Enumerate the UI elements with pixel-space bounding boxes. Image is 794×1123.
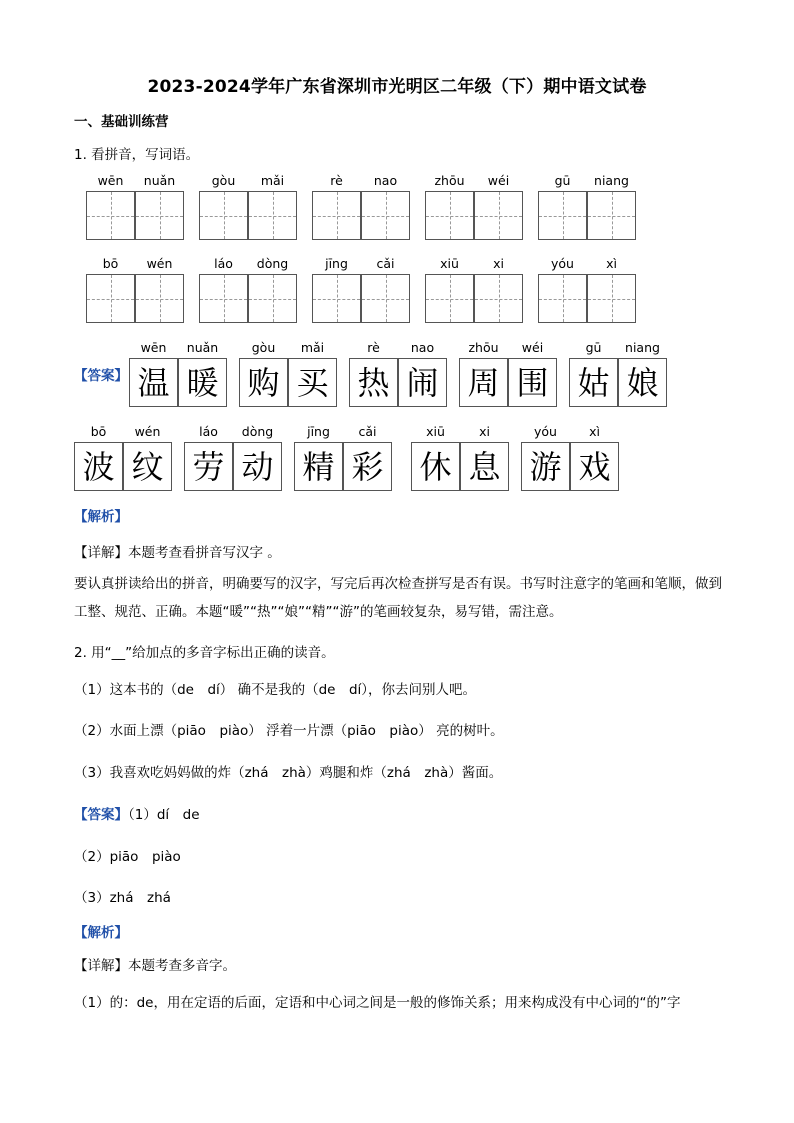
pinyin-label: xì — [589, 424, 600, 439]
writing-box[interactable] — [425, 274, 474, 323]
pinyin-label: wēn — [140, 340, 167, 355]
pinyin-label: gòu — [251, 340, 276, 355]
writing-box[interactable] — [474, 274, 523, 323]
answer-character: 购 — [239, 358, 288, 407]
writing-box[interactable] — [361, 274, 410, 323]
pinyin-label: láo — [214, 256, 233, 271]
writing-box[interactable] — [312, 191, 361, 240]
pinyin-label: dòng — [241, 424, 274, 439]
writing-box[interactable] — [135, 191, 184, 240]
question-1: 1. 看拼音，写词语。 — [74, 147, 200, 163]
pinyin-label: wén — [134, 424, 161, 439]
answer-2-row — [74, 803, 200, 823]
pinyin-label: wéi — [521, 340, 544, 355]
answer-character: 温 — [129, 358, 178, 407]
answer-character: 娘 — [618, 358, 667, 407]
pinyin-label: láo — [199, 424, 218, 439]
writing-box[interactable] — [587, 274, 636, 323]
writing-box[interactable] — [538, 191, 587, 240]
pinyin-label: cǎi — [376, 256, 395, 271]
pinyin-label: nuǎn — [143, 173, 176, 188]
answer-character: 精 — [294, 442, 343, 491]
question-2: 2. 用“__”给加点的多音字标出正确的读音。 — [74, 645, 335, 661]
answer-character: 休 — [411, 442, 460, 491]
question-2-item: （2）水面上漂（piāo piào） 浮着一片漂（piāo piào） 亮的树叶。 — [74, 723, 504, 739]
pinyin-label: nao — [373, 173, 398, 188]
pinyin-label: cǎi — [358, 424, 377, 439]
detail-2-body: （1）的：de，用在定语的后面，定语和中心词之间是一般的修饰关系；用来构成没有中心词的“的”字 — [74, 995, 681, 1011]
answer-2-item: （1）dí de — [128, 807, 200, 823]
pinyin-label: mǎi — [260, 173, 285, 188]
analysis-label: 【解析】 — [74, 925, 128, 941]
pinyin-label: niang — [594, 173, 629, 188]
answer-label: 【答案】 — [74, 807, 128, 823]
pinyin-label: gū — [585, 340, 602, 355]
answer-character: 动 — [233, 442, 282, 491]
pinyin-label: xì — [606, 256, 617, 271]
answer-2-item: （3）zhá zhá — [74, 890, 171, 906]
writing-box[interactable] — [135, 274, 184, 323]
answer-2-item: （2）piāo piào — [74, 849, 181, 865]
question-2-item: （3）我喜欢吃妈妈做的炸（zhá zhà）鸡腿和炸（zhá zhà）酱面。 — [74, 765, 503, 781]
writing-box[interactable] — [361, 191, 410, 240]
question-2-item: （1）这本书的（de dí） 确不是我的（de dí），你去问别人吧。 — [74, 682, 477, 698]
writing-box[interactable] — [425, 191, 474, 240]
pinyin-label: xiū — [426, 424, 445, 439]
writing-box[interactable] — [248, 274, 297, 323]
answer-character: 闹 — [398, 358, 447, 407]
pinyin-label: rè — [330, 173, 343, 188]
pinyin-label: xi — [493, 256, 504, 271]
pinyin-label: wéi — [487, 173, 510, 188]
answer-character: 姑 — [569, 358, 618, 407]
answer-character: 热 — [349, 358, 398, 407]
answer-character: 纹 — [123, 442, 172, 491]
pinyin-label: nao — [410, 340, 435, 355]
answer-character: 戏 — [570, 442, 619, 491]
pinyin-label: bō — [90, 424, 107, 439]
writing-box[interactable] — [312, 274, 361, 323]
detail-1-text: 【详解】本题考查看拼音写汉字 。 — [74, 545, 281, 561]
pinyin-label: gòu — [211, 173, 236, 188]
answer-character: 波 — [74, 442, 123, 491]
analysis-label: 【解析】 — [74, 509, 128, 525]
pinyin-label: jīng — [307, 424, 330, 439]
detail-1-body: 要认真拼读给出的拼音，明确要写的汉字，写完后再次检查拼写是否有误。书写时注意字的笔画和笔顺，做到工整、规范、正确。本题“暖”“热”“娘”“精”“游”的笔画较复杂，易写错，需注意。 — [74, 576, 722, 620]
answer-character: 买 — [288, 358, 337, 407]
answer-character: 围 — [508, 358, 557, 407]
section-heading: 一、基础训练营 — [74, 114, 169, 130]
answer-character: 劳 — [184, 442, 233, 491]
pinyin-label: yóu — [551, 256, 574, 271]
writing-box[interactable] — [86, 274, 135, 323]
pinyin-label: rè — [367, 340, 380, 355]
page-title: 2023-2024学年广东省深圳市光明区二年级（下）期中语文试卷 — [147, 77, 647, 97]
pinyin-label: gū — [554, 173, 571, 188]
pinyin-label: niang — [625, 340, 660, 355]
pinyin-label: xi — [479, 424, 490, 439]
writing-box[interactable] — [538, 274, 587, 323]
detail-1 — [74, 541, 281, 561]
pinyin-label: xiū — [440, 256, 459, 271]
writing-box[interactable] — [474, 191, 523, 240]
pinyin-label: zhōu — [468, 340, 499, 355]
answer-character: 息 — [460, 442, 509, 491]
writing-box[interactable] — [86, 191, 135, 240]
writing-box[interactable] — [199, 274, 248, 323]
pinyin-label: zhōu — [434, 173, 465, 188]
writing-box[interactable] — [199, 191, 248, 240]
answer-label: 【答案】 — [74, 368, 128, 384]
detail-2: 【详解】本题考查多音字。 — [74, 958, 236, 974]
pinyin-label: wén — [146, 256, 173, 271]
answer-character: 暖 — [178, 358, 227, 407]
pinyin-label: bō — [102, 256, 119, 271]
pinyin-label: mǎi — [300, 340, 325, 355]
answer-character: 周 — [459, 358, 508, 407]
pinyin-label: nuǎn — [186, 340, 219, 355]
answer-character: 彩 — [343, 442, 392, 491]
pinyin-label: wēn — [97, 173, 124, 188]
writing-box[interactable] — [248, 191, 297, 240]
pinyin-label: jīng — [325, 256, 348, 271]
pinyin-label: dòng — [256, 256, 289, 271]
answer-character: 游 — [521, 442, 570, 491]
pinyin-label: yóu — [534, 424, 557, 439]
writing-box[interactable] — [587, 191, 636, 240]
